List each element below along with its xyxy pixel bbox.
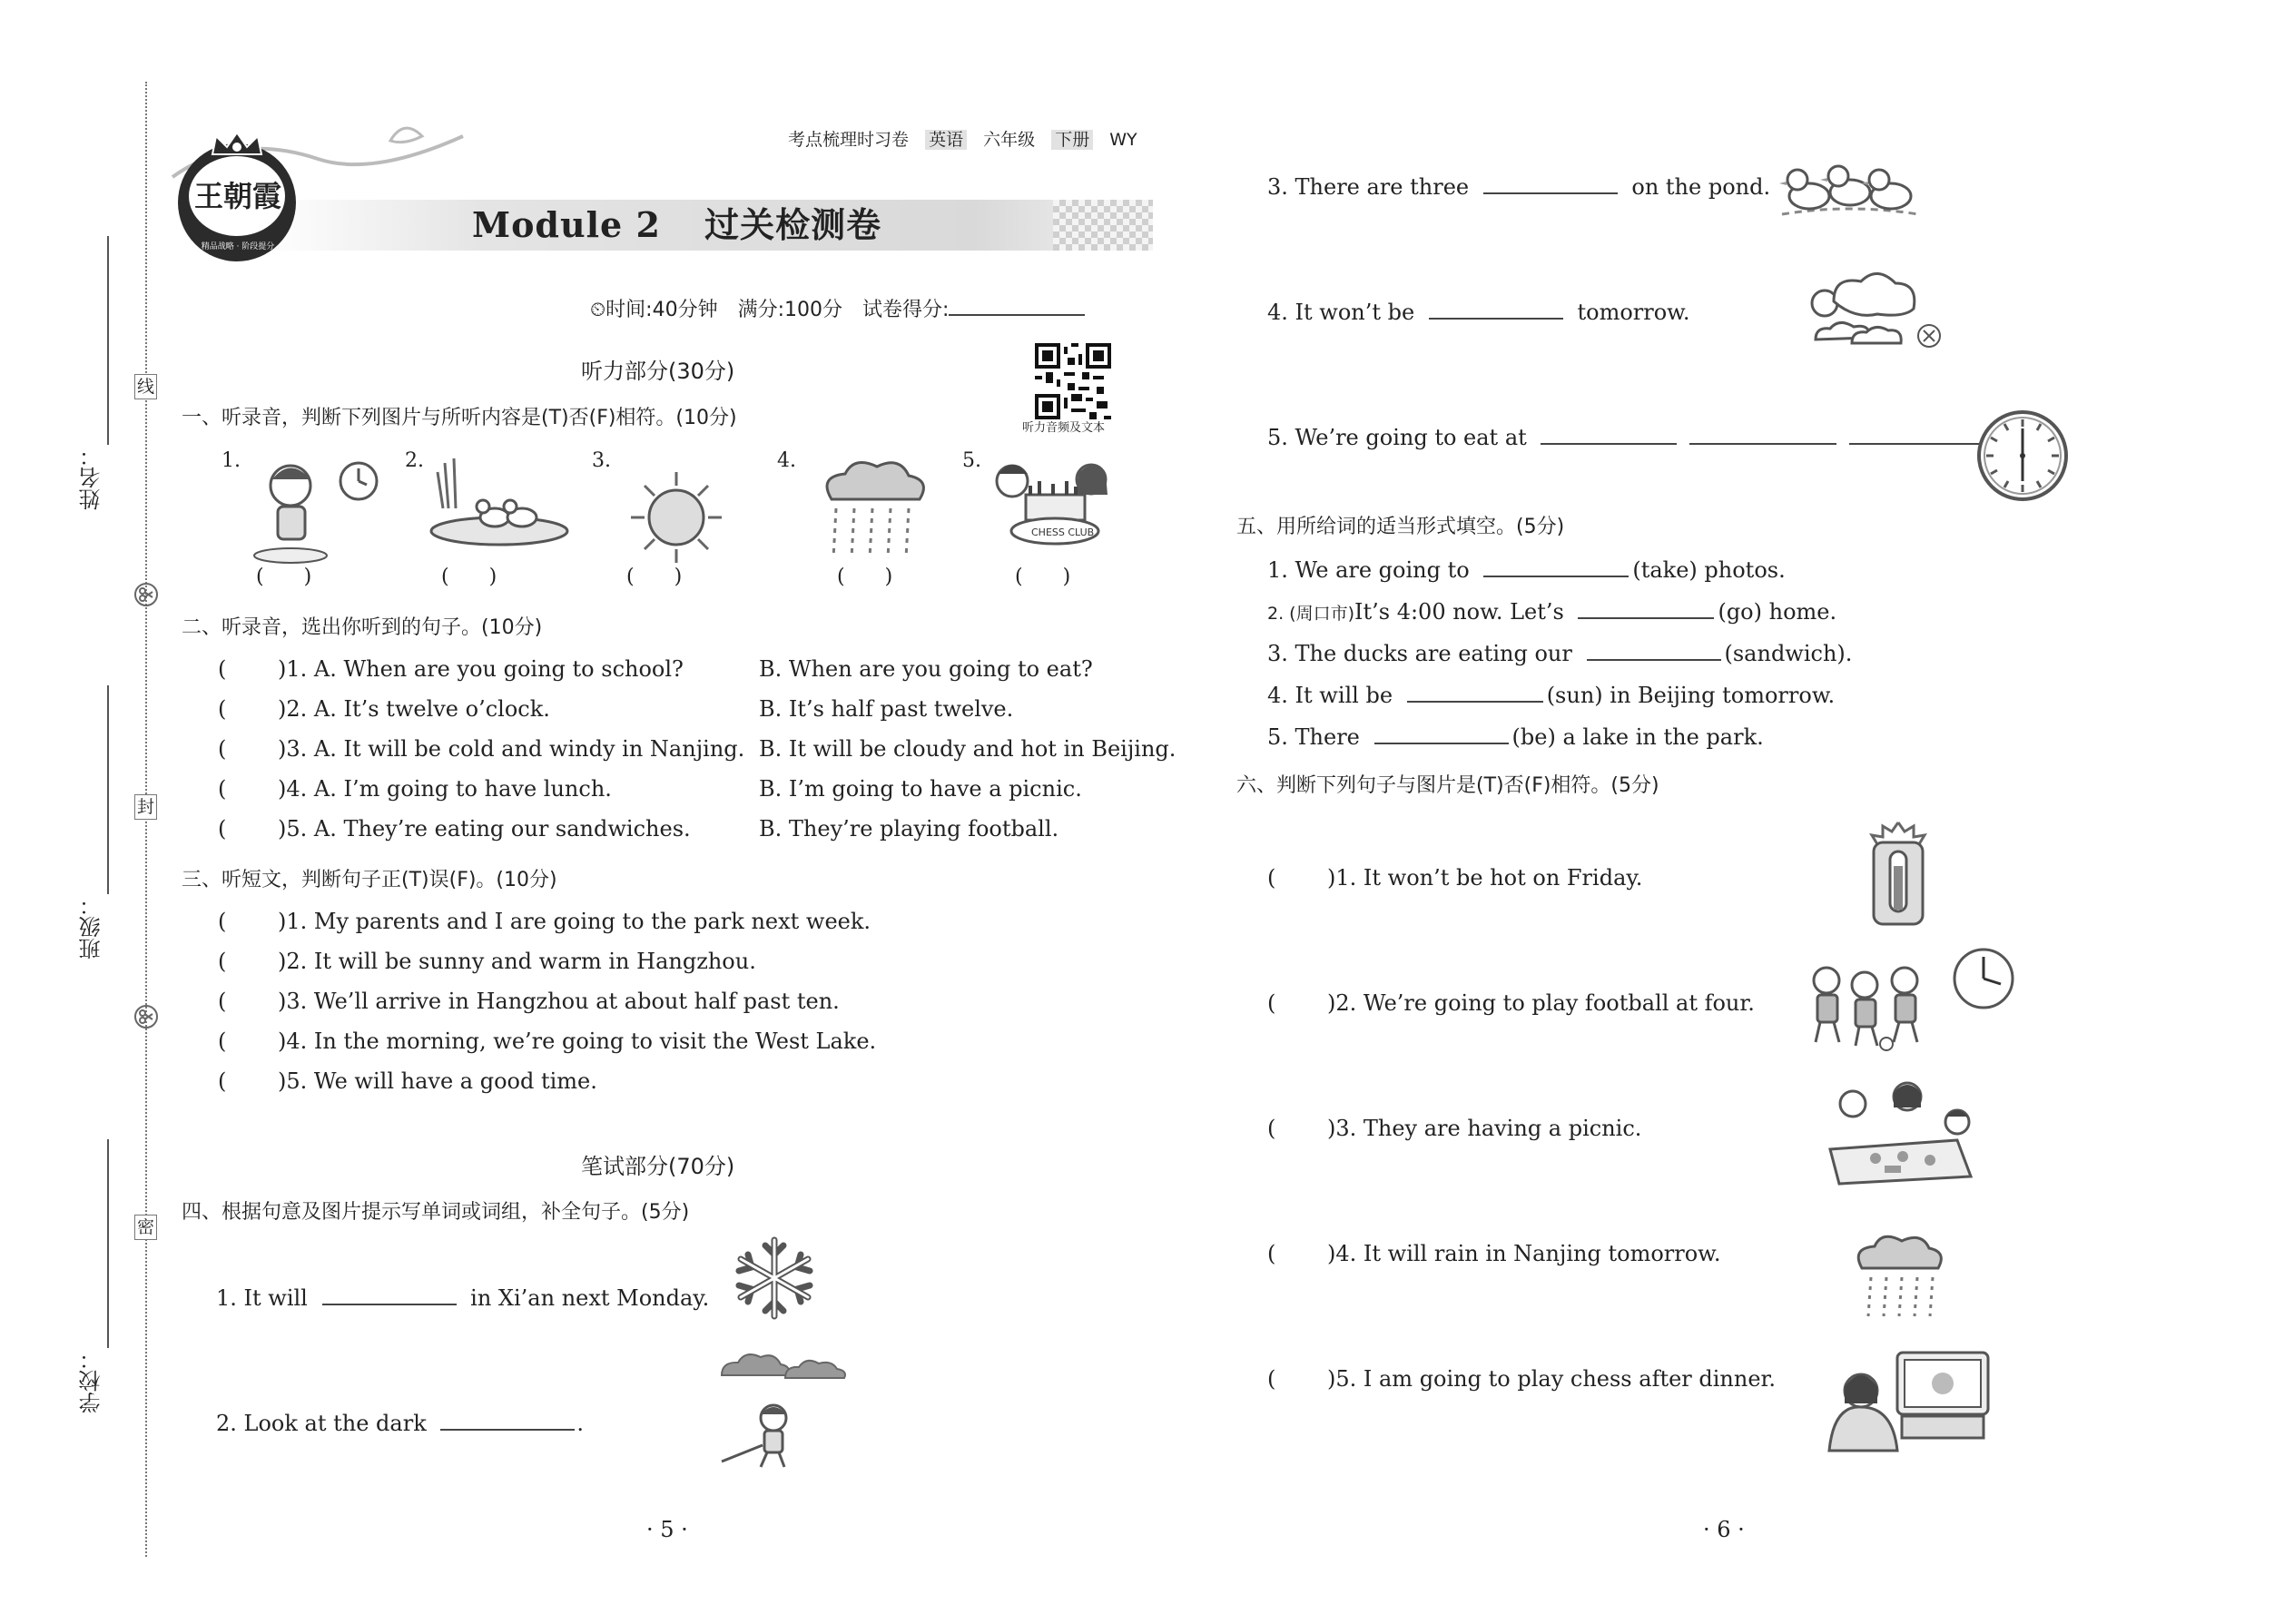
statement: )4. It will rain in Nanjing tomorrow.: [1327, 1241, 1721, 1266]
ducks-pond-icon: [427, 454, 572, 554]
chess-club-icon: [989, 454, 1117, 563]
part4-q4: [1267, 298, 1690, 326]
fill-item: [1267, 597, 1836, 627]
sun-icon: [626, 468, 726, 567]
part4-q1: [216, 1284, 709, 1312]
header-meta-line: [788, 129, 1137, 151]
statement: )2. We’re going to play football at four.: [1327, 990, 1755, 1016]
fill-item-blank[interactable]: [1374, 723, 1509, 744]
volume-badge: 下册: [1051, 130, 1093, 150]
cloudy-not-icon: [1797, 265, 1943, 356]
fill-item-post: (sandwich).: [1724, 641, 1853, 666]
picnic-family-icon: [1821, 1077, 1984, 1186]
edition-label: WY: [1109, 130, 1137, 150]
q2-post: .: [576, 1411, 585, 1436]
page-number-right: · 6 ·: [1703, 1517, 1745, 1542]
q3-blank[interactable]: [1483, 172, 1618, 194]
cut-mark-secret: 密: [134, 1215, 157, 1240]
fill-item-tag: 2. (周口市): [1267, 604, 1354, 624]
statement: )5. I am going to play chess after dinner.: [1327, 1366, 1777, 1392]
scissors-icon: [133, 1003, 160, 1030]
checker-decoration: [1053, 200, 1153, 251]
answer-paren[interactable]: ( ): [1015, 566, 1071, 588]
part1-number: 5.: [962, 449, 981, 472]
part4-q5: [1267, 423, 1997, 451]
fill-item-blank[interactable]: [1407, 681, 1543, 703]
option-a: )3. A. It will be cold and windy in Nanjing.: [278, 736, 745, 762]
part4-heading: 四、根据句意及图片提示写单词或词组，补全句子。(5分): [182, 1201, 690, 1224]
option-a: )1. A. When are you going to school?: [278, 656, 684, 682]
fill-item-pre: 3. The ducks are eating our: [1267, 641, 1572, 666]
answer-paren-open[interactable]: (: [1267, 865, 1276, 891]
answer-paren[interactable]: ( ): [626, 566, 683, 588]
snowflake-icon: [724, 1233, 824, 1324]
option-a: )2. A. It’s twelve o’clock.: [278, 696, 550, 722]
answer-paren-open[interactable]: (: [218, 989, 227, 1014]
answer-paren[interactable]: ( ): [441, 566, 497, 588]
answer-paren-open[interactable]: (: [218, 696, 227, 722]
fill-item: [1267, 639, 1852, 667]
exam-title: 过关检测卷: [704, 204, 882, 245]
q4-pre: 4. It won’t be: [1267, 300, 1415, 325]
time-score-text: ⏲时间:40分钟 满分:100分 试卷得分:: [590, 299, 950, 321]
part5-heading: 五、用所给词的适当形式填空。(5分): [1236, 516, 1565, 538]
fill-item-blank[interactable]: [1578, 597, 1714, 619]
name-label: 姓名：: [79, 445, 104, 510]
dark-clouds-icon: [717, 1343, 853, 1384]
fill-item-pre: It’s 4:00 now. Let’s: [1354, 599, 1564, 625]
boy-umbrella-icon: [717, 1398, 808, 1471]
fill-item-pre: 5. There: [1267, 724, 1360, 750]
three-ducks-icon: [1777, 143, 1923, 225]
option-b: B. It will be cloudy and hot in Beijing.: [759, 736, 1177, 762]
school-underline: [107, 1139, 109, 1348]
q3-post: on the pond.: [1631, 174, 1771, 200]
exam-meta: [590, 294, 1085, 323]
answer-paren-open[interactable]: (: [1267, 1366, 1276, 1392]
rain-cloud-small-icon: [1848, 1227, 1948, 1318]
page-number-left: · 5 ·: [646, 1517, 688, 1542]
cut-mark-line: 线: [134, 374, 157, 399]
part4-q2: [216, 1409, 584, 1437]
brand-name: 王朝霞: [194, 179, 282, 213]
part2-heading: 二、听录音，选出你听到的句子。(10分): [182, 616, 543, 639]
fill-item-pre: 1. We are going to: [1267, 557, 1470, 583]
rain-cloud-icon: [813, 454, 931, 563]
q2-pre: 2. Look at the dark: [216, 1411, 427, 1436]
q5-blank-1[interactable]: [1541, 423, 1677, 445]
grade-label: 六年级: [983, 130, 1036, 150]
option-a: )5. A. They’re eating our sandwiches.: [278, 816, 691, 842]
class-label: 班级：: [79, 894, 104, 960]
q1-post: in Xi’an next Monday.: [470, 1285, 710, 1311]
q5-blank-2[interactable]: [1689, 423, 1836, 445]
thermometer-hot-icon: [1857, 821, 1939, 930]
part1-number: 2.: [405, 449, 424, 472]
answer-paren-open[interactable]: (: [218, 816, 227, 842]
fill-item: [1267, 556, 1786, 584]
class-underline: [107, 685, 109, 894]
watching-tv-icon: [1825, 1343, 1997, 1452]
q5-pre: 5. We’re going to eat at: [1267, 425, 1527, 450]
statement: )1. It won’t be hot on Friday.: [1327, 865, 1643, 891]
fill-item-post: (sun) in Beijing tomorrow.: [1546, 683, 1836, 708]
option-b: B. When are you going to eat?: [759, 656, 1093, 682]
q1-blank[interactable]: [322, 1284, 457, 1305]
brand-slogan: 精品战略 · 阶段提分: [201, 242, 275, 251]
fill-item-blank[interactable]: [1483, 556, 1629, 577]
statement: )3. We’ll arrive in Hangzhou at about half past ten.: [278, 989, 840, 1014]
svg-text:CHESS CLUB: CHESS CLUB: [1031, 527, 1095, 538]
fill-item-post: (go) home.: [1718, 599, 1837, 625]
answer-paren-open[interactable]: (: [218, 776, 227, 802]
q1-pre: 1. It will: [216, 1285, 308, 1311]
name-underline: [107, 236, 109, 445]
boy-eating-icon: [245, 454, 381, 572]
part1-heading: 一、听录音，判断下列图片与所听内容是(T)否(F)相符。(10分): [182, 407, 737, 429]
part4-q3: [1267, 172, 1770, 201]
qr-caption: 听力音频及文本: [1022, 421, 1106, 435]
statement: )5. We will have a good time.: [278, 1068, 597, 1094]
writing-heading: 笔试部分(70分): [581, 1154, 735, 1179]
fill-item-pre: 4. It will be: [1267, 683, 1393, 708]
q3-pre: 3. There are three: [1267, 174, 1470, 200]
cut-mark-seal: 封: [134, 794, 157, 820]
statement: )1. My parents and I are going to the park next week.: [278, 909, 871, 934]
module-name: Module 2: [472, 204, 661, 245]
part1-number: 1.: [222, 449, 241, 472]
answer-paren-open[interactable]: (: [1267, 990, 1276, 1016]
fill-item: [1267, 681, 1835, 709]
kids-football-clock-icon: [1807, 944, 2015, 1053]
qr-code-icon: [1035, 343, 1111, 419]
answer-paren-open[interactable]: (: [1267, 1116, 1276, 1141]
answer-paren-open[interactable]: (: [218, 909, 227, 934]
answer-paren-open[interactable]: (: [218, 949, 227, 974]
part1-number: 4.: [777, 449, 796, 472]
fill-item-post: (be) a lake in the park.: [1511, 724, 1764, 750]
option-b: B. I’m going to have a picnic.: [759, 776, 1082, 802]
listening-heading: 听力部分(30分): [581, 359, 735, 384]
option-b: B. It’s half past twelve.: [759, 696, 1014, 722]
q4-blank[interactable]: [1429, 298, 1563, 320]
part1-number: 3.: [592, 449, 611, 472]
school-label: 学校：: [79, 1348, 104, 1413]
page-title: [472, 202, 881, 249]
score-blank[interactable]: [949, 294, 1085, 316]
answer-paren-open[interactable]: (: [218, 1029, 227, 1054]
scissors-icon: [133, 581, 160, 608]
answer-paren-open[interactable]: (: [218, 656, 227, 682]
statement: )4. In the morning, we’re going to visit the West Lake.: [278, 1029, 877, 1054]
q4-post: tomorrow.: [1577, 300, 1690, 325]
q2-blank[interactable]: [440, 1409, 575, 1431]
subject-badge: 英语: [925, 130, 967, 150]
answer-paren[interactable]: ( ): [837, 566, 893, 588]
series-name: 考点梳理时习卷: [788, 130, 910, 150]
q5-blank-3[interactable]: [1849, 423, 1987, 445]
option-b: B. They’re playing football.: [759, 816, 1059, 842]
statement: )3. They are having a picnic.: [1327, 1116, 1642, 1141]
part6-heading: 六、判断下列句子与图片是(T)否(F)相符。(5分): [1236, 774, 1659, 797]
answer-paren-open[interactable]: (: [218, 1068, 227, 1094]
fill-item-blank[interactable]: [1587, 639, 1721, 661]
answer-paren-open[interactable]: (: [1267, 1241, 1276, 1266]
statement: )2. It will be sunny and warm in Hangzhou.: [278, 949, 756, 974]
option-a: )4. A. I’m going to have lunch.: [278, 776, 612, 802]
fill-item: [1267, 723, 1764, 751]
part3-heading: 三、听短文，判断句子正(T)误(F)。(10分): [182, 869, 557, 891]
fill-item-post: (take) photos.: [1632, 557, 1786, 583]
clock-icon: [1975, 408, 2070, 503]
answer-paren-open[interactable]: (: [218, 736, 227, 762]
crown-icon: [209, 131, 265, 158]
answer-paren[interactable]: ( ): [256, 566, 312, 588]
